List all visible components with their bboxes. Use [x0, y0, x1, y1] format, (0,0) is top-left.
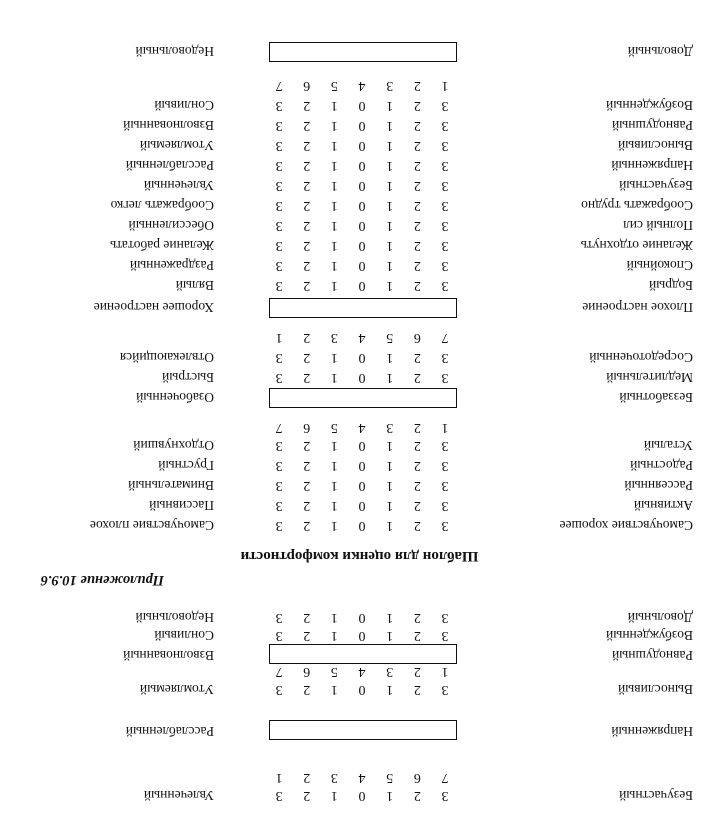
- scale-value: 1: [386, 498, 394, 513]
- scale-value: 2: [413, 682, 421, 697]
- scale-number-row: [0, 662, 719, 680]
- scale-number: 2: [413, 664, 421, 679]
- left-label: Активный: [633, 498, 693, 513]
- scale-value: 1: [386, 682, 394, 697]
- left-label: Довольный: [627, 610, 693, 625]
- scale-value: 2: [303, 118, 311, 133]
- scale-value: 2: [303, 478, 311, 493]
- scale-value: 3: [275, 138, 283, 153]
- page-title: Шаблон для оценки комфортности: [240, 548, 479, 564]
- scale-value: 3: [441, 498, 449, 513]
- table-row: [0, 136, 719, 154]
- table-row: [0, 216, 719, 234]
- scale-number: 5: [386, 330, 394, 345]
- scale-value: 0: [358, 198, 366, 213]
- scale-value: 3: [441, 118, 449, 133]
- scale-value: 2: [303, 788, 311, 803]
- scale-value: 1: [386, 98, 394, 113]
- numbered-scale: [267, 768, 457, 786]
- scale-value: 0: [358, 458, 366, 473]
- scale-value: 3: [441, 258, 449, 273]
- scale-value: 2: [413, 178, 421, 193]
- scale-value: 3: [441, 218, 449, 233]
- scale-value: 0: [358, 682, 366, 697]
- rating-scale: [267, 608, 457, 626]
- scale-value: 2: [303, 682, 311, 697]
- scale-value: 0: [358, 158, 366, 173]
- scale-value: 1: [386, 458, 394, 473]
- left-label: Желание отдохнуть: [580, 238, 693, 253]
- left-label: Напряженный: [611, 158, 693, 173]
- scale-number-row: [0, 418, 719, 436]
- rating-scale: [267, 256, 457, 274]
- left-label: Рассеянный: [624, 478, 693, 493]
- right-label: Недовольный: [135, 610, 214, 625]
- scale-value: 3: [275, 370, 283, 385]
- scale-value: 2: [413, 278, 421, 293]
- scale-value: 2: [303, 370, 311, 385]
- scale-value: 3: [441, 518, 449, 533]
- scale-value: 0: [358, 178, 366, 193]
- left-label: Полный сил: [623, 218, 693, 233]
- left-label: Безучастный: [619, 178, 693, 193]
- right-label: Утомляемый: [139, 682, 214, 697]
- scale-value: 3: [275, 498, 283, 513]
- scale-value: 1: [386, 370, 394, 385]
- scale-number: 5: [330, 420, 338, 435]
- scale-value: 2: [303, 628, 311, 643]
- rating-scale: [267, 216, 457, 234]
- scale-number: 6: [303, 78, 311, 93]
- scale-value: 1: [386, 178, 394, 193]
- scale-value: 1: [330, 518, 338, 533]
- scale-number: 2: [303, 330, 311, 345]
- scale-value: 1: [330, 118, 338, 133]
- table-row: [0, 156, 719, 174]
- scale-number: 5: [330, 78, 338, 93]
- right-label: Соображать легко: [110, 198, 214, 213]
- scale-value: 1: [386, 478, 394, 493]
- scale-value: 3: [441, 438, 449, 453]
- scale-number: 3: [386, 420, 394, 435]
- scale-value: 2: [303, 438, 311, 453]
- scale-number: 7: [441, 770, 449, 785]
- table-row: [0, 516, 719, 534]
- scale-value: 1: [386, 788, 394, 803]
- scale-value: 0: [358, 628, 366, 643]
- scale-value: 2: [413, 498, 421, 513]
- right-label: Отвлекающийся: [119, 350, 214, 365]
- right-label: Расслабленный: [125, 724, 214, 739]
- scale-value: 1: [330, 98, 338, 113]
- left-label: Равнодушный: [612, 118, 693, 133]
- scale-value: 1: [330, 498, 338, 513]
- left-label: Самочувствие хорошее: [559, 518, 693, 533]
- scale-number: 2: [303, 770, 311, 785]
- scale-value: 0: [358, 278, 366, 293]
- scale-value: 1: [330, 198, 338, 213]
- scale-number: 7: [275, 78, 283, 93]
- scale-value: 3: [275, 350, 283, 365]
- scale-value: 0: [358, 350, 366, 365]
- rating-scale: [267, 176, 457, 194]
- scale-number: 6: [303, 420, 311, 435]
- scale-value: 2: [413, 158, 421, 173]
- scale-value: 3: [275, 238, 283, 253]
- scale-value: 3: [441, 458, 449, 473]
- scale-value: 1: [386, 610, 394, 625]
- left-label: Беззаботный: [619, 390, 693, 405]
- scale-value: 2: [303, 258, 311, 273]
- scale-value: 1: [386, 628, 394, 643]
- right-label: Желание работать: [110, 238, 214, 253]
- scale-number: 6: [413, 330, 421, 345]
- scale-value: 3: [441, 198, 449, 213]
- rating-box[interactable]: [269, 644, 457, 664]
- scale-number: 1: [275, 770, 283, 785]
- scale-value: 3: [275, 628, 283, 643]
- right-label: Утомляемый: [139, 138, 214, 153]
- right-label: Взволнованный: [123, 118, 214, 133]
- right-label: Увлеченный: [143, 178, 214, 193]
- scale-value: 1: [386, 158, 394, 173]
- rating-scale: [267, 276, 457, 294]
- table-row: [0, 786, 719, 804]
- left-label: Выносливый: [617, 682, 693, 697]
- scale-value: 2: [303, 278, 311, 293]
- scale-number: 4: [358, 420, 366, 435]
- scale-value: 3: [275, 788, 283, 803]
- right-label: Внимательный: [128, 478, 214, 493]
- table-row: [0, 348, 719, 366]
- scale-value: 3: [275, 682, 283, 697]
- rating-box[interactable]: [269, 298, 457, 318]
- rating-scale: [267, 116, 457, 134]
- table-row: [0, 236, 719, 254]
- scale-value: 0: [358, 478, 366, 493]
- scale-value: 1: [330, 238, 338, 253]
- scale-value: 3: [275, 98, 283, 113]
- scale-number: 3: [386, 78, 394, 93]
- rating-scale: [267, 96, 457, 114]
- table-row: [0, 196, 719, 214]
- right-label: Расслабленный: [125, 158, 214, 173]
- scale-value: 1: [386, 518, 394, 533]
- right-label: Озабоченный: [136, 390, 214, 405]
- scale-value: 1: [330, 138, 338, 153]
- scale-number-row: [0, 76, 719, 94]
- scale-value: 2: [303, 158, 311, 173]
- scale-value: 2: [303, 198, 311, 213]
- scale-value: 2: [303, 610, 311, 625]
- right-label: Грустный: [158, 458, 214, 473]
- scale-value: 2: [303, 238, 311, 253]
- rating-scale: [267, 496, 457, 514]
- scale-number: 4: [358, 770, 366, 785]
- scale-value: 1: [386, 350, 394, 365]
- scale-number: 1: [441, 420, 449, 435]
- scale-number: 5: [386, 770, 394, 785]
- table-row: [0, 476, 719, 494]
- scale-value: 3: [441, 628, 449, 643]
- scale-value: 3: [441, 158, 449, 173]
- scale-number: 3: [330, 770, 338, 785]
- left-label: Медлительный: [606, 370, 693, 385]
- rating-box[interactable]: [269, 720, 457, 740]
- scale-value: 2: [413, 370, 421, 385]
- scale-value: 1: [330, 178, 338, 193]
- rating-scale: [267, 196, 457, 214]
- scale-value: 2: [413, 218, 421, 233]
- numbered-scale: [267, 328, 457, 346]
- scale-value: 2: [413, 610, 421, 625]
- scale-value: 2: [303, 518, 311, 533]
- scale-value: 0: [358, 238, 366, 253]
- scale-number: 7: [275, 664, 283, 679]
- scale-value: 3: [275, 118, 283, 133]
- scale-value: 2: [413, 788, 421, 803]
- scale-value: 2: [413, 258, 421, 273]
- scale-value: 0: [358, 438, 366, 453]
- scale-value: 3: [275, 198, 283, 213]
- scale-value: 3: [441, 370, 449, 385]
- scale-value: 1: [386, 218, 394, 233]
- scale-value: 2: [303, 138, 311, 153]
- left-label: Выносливый: [617, 138, 693, 153]
- table-row: [0, 256, 719, 274]
- scale-value: 1: [386, 198, 394, 213]
- scale-value: 3: [275, 258, 283, 273]
- scale-number: 5: [330, 664, 338, 679]
- right-label: Сонливый: [154, 628, 214, 643]
- scale-number: 4: [358, 78, 366, 93]
- scale-value: 2: [413, 198, 421, 213]
- scale-value: 1: [386, 138, 394, 153]
- scale-value: 0: [358, 118, 366, 133]
- table-row: [0, 436, 719, 454]
- scale-value: 1: [330, 682, 338, 697]
- rating-scale: [267, 786, 457, 804]
- scale-value: 3: [275, 458, 283, 473]
- numbered-scale: [267, 418, 457, 436]
- scale-value: 3: [275, 478, 283, 493]
- scale-value: 3: [441, 788, 449, 803]
- scale-value: 2: [413, 138, 421, 153]
- left-label: Напряженный: [611, 724, 693, 739]
- appendix-label: Приложение 10.9.6: [40, 572, 164, 588]
- right-label: Взволнованный: [123, 648, 214, 663]
- scale-number: 6: [303, 664, 311, 679]
- scale-value: 2: [413, 118, 421, 133]
- scale-value: 2: [303, 498, 311, 513]
- left-label: Безучастный: [619, 788, 693, 803]
- scale-value: 3: [275, 178, 283, 193]
- scale-value: 0: [358, 518, 366, 533]
- scale-number: 4: [358, 664, 366, 679]
- scale-value: 1: [330, 218, 338, 233]
- table-row: [0, 456, 719, 474]
- scale-value: 1: [330, 350, 338, 365]
- scale-value: 2: [413, 98, 421, 113]
- scale-value: 3: [275, 438, 283, 453]
- table-row: [0, 608, 719, 626]
- scale-number: 2: [413, 420, 421, 435]
- scale-value: 3: [441, 350, 449, 365]
- right-label: Увлеченный: [143, 788, 214, 803]
- rating-scale: [267, 156, 457, 174]
- right-label: Быстрый: [162, 370, 214, 385]
- left-label: Довольный: [627, 44, 693, 59]
- scale-value: 2: [303, 178, 311, 193]
- scale-value: 1: [386, 438, 394, 453]
- left-label: Бодрый: [648, 278, 693, 293]
- scale-value: 1: [330, 258, 338, 273]
- scale-value: 3: [441, 138, 449, 153]
- rating-scale: [267, 136, 457, 154]
- left-label: Равнодушный: [612, 648, 693, 663]
- scale-value: 0: [358, 258, 366, 273]
- scale-number: 1: [441, 664, 449, 679]
- left-label: Сосредоточенный: [589, 350, 693, 365]
- rating-scale: [267, 516, 457, 534]
- scale-value: 2: [303, 218, 311, 233]
- scale-value: 3: [275, 218, 283, 233]
- table-row: [0, 626, 719, 644]
- table-row: [0, 96, 719, 114]
- scale-value: 1: [386, 118, 394, 133]
- scale-value: 0: [358, 370, 366, 385]
- rating-scale: [267, 476, 457, 494]
- scale-value: 1: [330, 478, 338, 493]
- rating-scale: [267, 680, 457, 698]
- rating-scale: [267, 626, 457, 644]
- scale-number: 1: [441, 78, 449, 93]
- left-label: Плохое настроение: [582, 300, 693, 315]
- rating-scale: [267, 456, 457, 474]
- scale-value: 3: [275, 518, 283, 533]
- scale-value: 3: [441, 610, 449, 625]
- scale-number: 3: [330, 330, 338, 345]
- scale-value: 1: [330, 458, 338, 473]
- numbered-scale: [267, 76, 457, 94]
- scale-value: 2: [303, 98, 311, 113]
- scale-value: 2: [413, 238, 421, 253]
- scale-value: 2: [413, 438, 421, 453]
- scale-number-row: [0, 328, 719, 346]
- left-label: Соображать трудно: [581, 198, 693, 213]
- scale-value: 3: [441, 238, 449, 253]
- scale-value: 3: [441, 478, 449, 493]
- scale-value: 0: [358, 138, 366, 153]
- scale-number: 1: [275, 330, 283, 345]
- scale-value: 2: [413, 478, 421, 493]
- scale-number: 4: [358, 330, 366, 345]
- scale-value: 2: [413, 518, 421, 533]
- table-row: [0, 276, 719, 294]
- scale-value: 3: [275, 610, 283, 625]
- rating-scale: [267, 368, 457, 386]
- scale-value: 1: [330, 370, 338, 385]
- scale-value: 2: [413, 350, 421, 365]
- scale-value: 0: [358, 610, 366, 625]
- scale-number: 7: [441, 330, 449, 345]
- rating-scale: [267, 348, 457, 366]
- scale-value: 2: [303, 350, 311, 365]
- left-label: Усталый: [643, 438, 693, 453]
- table-row: [0, 368, 719, 386]
- table-row: [0, 116, 719, 134]
- scale-value: 0: [358, 498, 366, 513]
- scale-number: 7: [275, 420, 283, 435]
- left-label: Возбужденный: [606, 628, 693, 643]
- scale-value: 1: [386, 238, 394, 253]
- left-label: Возбужденный: [606, 98, 693, 113]
- left-label: Радостный: [630, 458, 693, 473]
- scale-value: 2: [413, 628, 421, 643]
- scale-value: 0: [358, 98, 366, 113]
- right-label: Недовольный: [135, 44, 214, 59]
- table-row: [0, 496, 719, 514]
- right-label: Пассивный: [149, 498, 214, 513]
- scale-number-row: [0, 768, 719, 786]
- scale-value: 1: [330, 158, 338, 173]
- right-label: Отдохнувший: [133, 438, 214, 453]
- scale-value: 2: [413, 458, 421, 473]
- right-label: Обессиленный: [128, 218, 214, 233]
- scale-value: 3: [441, 178, 449, 193]
- scale-number: 3: [386, 664, 394, 679]
- scale-value: 1: [330, 628, 338, 643]
- right-label: Сонливый: [154, 98, 214, 113]
- scale-number: 6: [413, 770, 421, 785]
- scale-value: 0: [358, 788, 366, 803]
- scale-value: 3: [275, 278, 283, 293]
- table-row: [0, 680, 719, 698]
- rating-scale: [267, 436, 457, 454]
- scale-value: 1: [330, 610, 338, 625]
- left-label: Спокойный: [626, 258, 693, 273]
- table-row: [0, 176, 719, 194]
- scale-number: 2: [413, 78, 421, 93]
- numbered-scale: [267, 662, 457, 680]
- right-label: Самочувствие плохое: [89, 518, 214, 533]
- scale-value: 1: [330, 788, 338, 803]
- rating-box[interactable]: [269, 42, 457, 62]
- rating-scale: [267, 236, 457, 254]
- scale-value: 0: [358, 218, 366, 233]
- scale-value: 3: [441, 682, 449, 697]
- scale-value: 3: [275, 158, 283, 173]
- scale-value: 1: [330, 438, 338, 453]
- scale-value: 1: [386, 278, 394, 293]
- scale-value: 3: [441, 98, 449, 113]
- right-label: Раздраженный: [129, 258, 214, 273]
- right-label: Вялый: [175, 278, 214, 293]
- rating-box[interactable]: [269, 388, 457, 408]
- scale-value: 2: [303, 458, 311, 473]
- scale-value: 3: [441, 278, 449, 293]
- right-label: Хорошее настроение: [93, 300, 214, 315]
- scale-value: 1: [386, 258, 394, 273]
- scale-value: 1: [330, 278, 338, 293]
